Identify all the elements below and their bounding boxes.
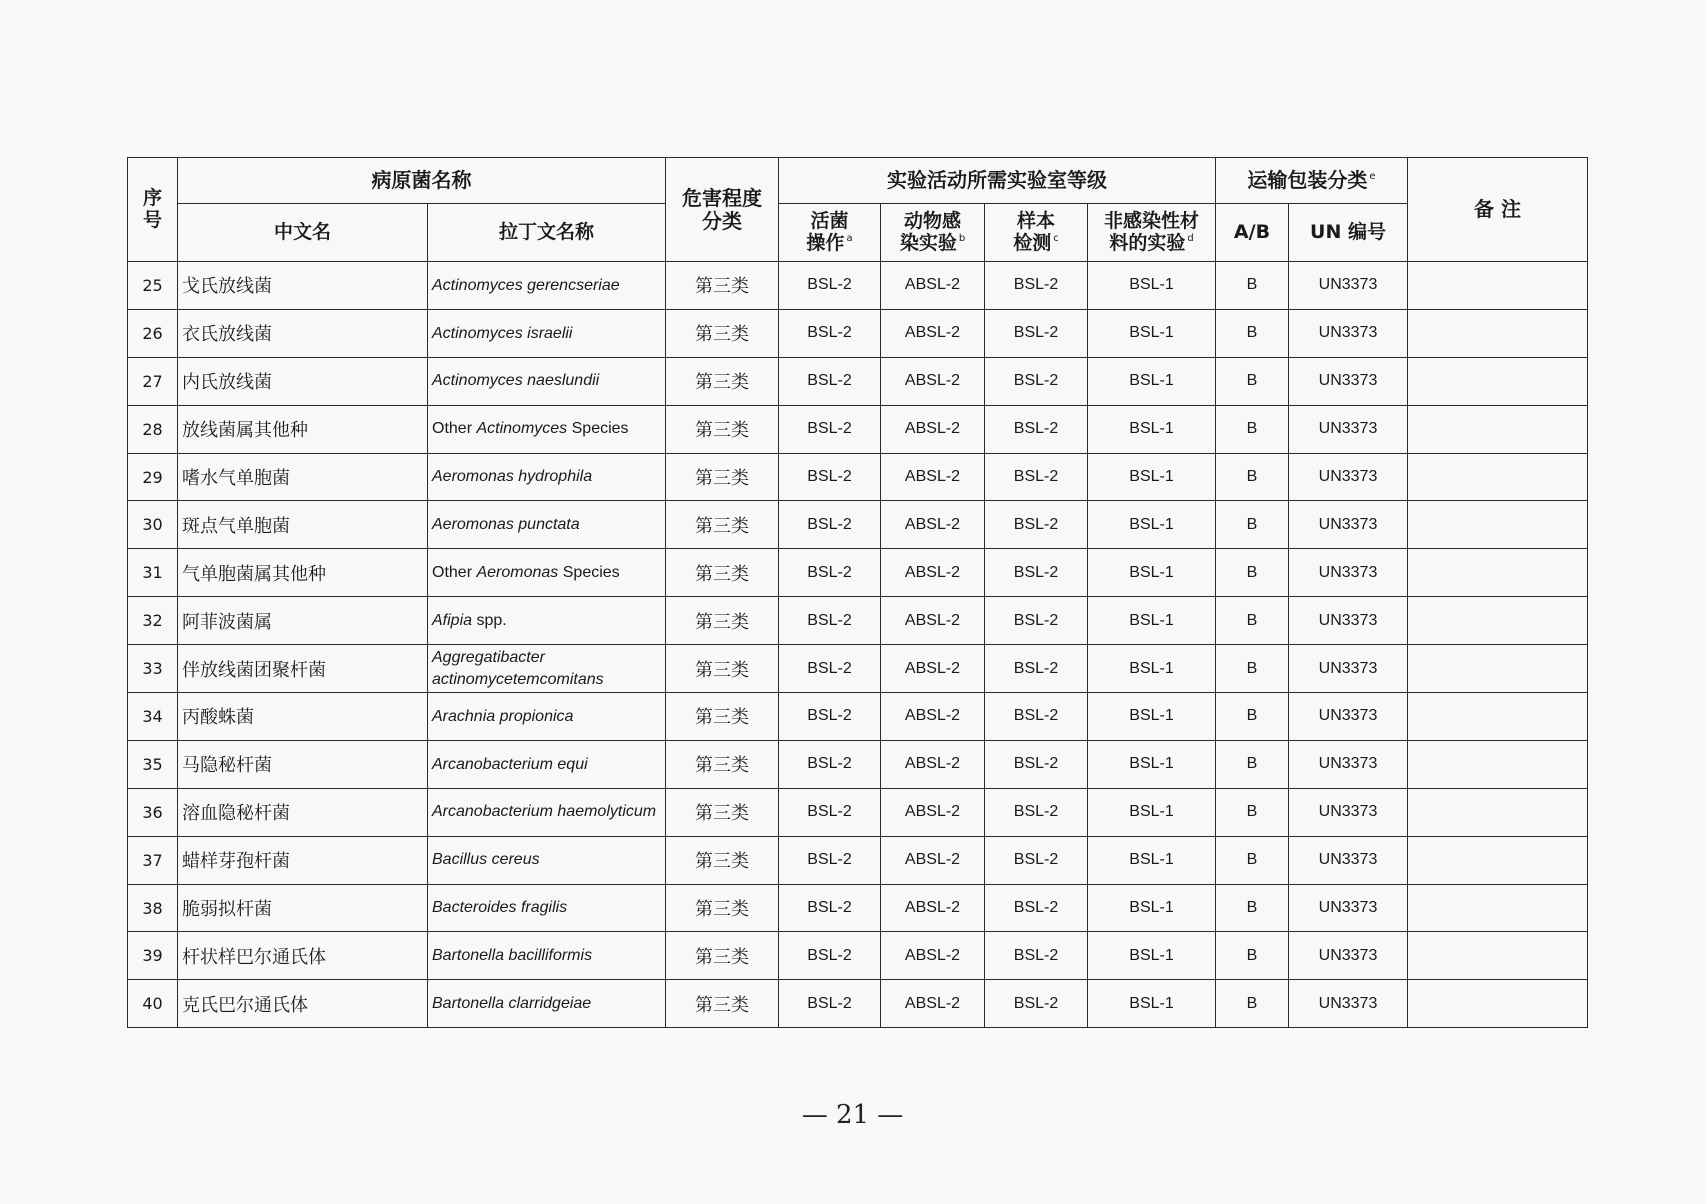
- transport-ab: B: [1216, 693, 1289, 741]
- animal-infection-level: ABSL-2: [881, 501, 985, 549]
- table-row: [128, 453, 1588, 501]
- latin-prefix: Other: [432, 420, 477, 438]
- latin-name: [428, 980, 666, 1028]
- transport-ab: B: [1216, 645, 1289, 693]
- sample-detection-level: BSL-2: [985, 357, 1088, 405]
- chinese-name: 脆弱拟杆菌: [178, 884, 428, 932]
- non-infectious-level: BSL-1: [1088, 453, 1216, 501]
- sample-detection-level: BSL-2: [985, 836, 1088, 884]
- remark: [1408, 549, 1588, 597]
- latin-italic: Arcanobacterium haemolyticum: [432, 803, 657, 821]
- non-infectious-header: [1088, 204, 1216, 262]
- table-row: [128, 501, 1588, 549]
- live-culture-level: BSL-2: [779, 262, 881, 310]
- row-number: 35: [128, 740, 178, 788]
- hazard-class: 第三类: [666, 645, 779, 693]
- non-infectious-level: BSL-1: [1088, 836, 1216, 884]
- sample-detection-level: BSL-2: [985, 309, 1088, 357]
- un-number: UN3373: [1289, 549, 1408, 597]
- non-infectious-level: BSL-1: [1088, 405, 1216, 453]
- live-culture-level: BSL-2: [779, 788, 881, 836]
- un-number: UN3373: [1289, 836, 1408, 884]
- transport-ab: B: [1216, 740, 1289, 788]
- live-culture-level: BSL-2: [779, 405, 881, 453]
- chinese-name: 马隐秘杆菌: [178, 740, 428, 788]
- live-culture-level: BSL-2: [779, 932, 881, 980]
- animal-infection-label: 动物感染实验: [899, 209, 961, 254]
- non-infectious-level: BSL-1: [1088, 645, 1216, 693]
- remark: [1408, 836, 1588, 884]
- latin-name: [428, 597, 666, 645]
- latin-italic: Arcanobacterium equi: [432, 755, 588, 773]
- chinese-name: 斑点气单胞菌: [178, 501, 428, 549]
- pathogen-table: [127, 157, 1588, 1028]
- transport-ab: B: [1216, 836, 1289, 884]
- row-number: 39: [128, 932, 178, 980]
- header-row-1: [128, 158, 1588, 204]
- live-culture-level: BSL-2: [779, 693, 881, 741]
- latin-name: [428, 501, 666, 549]
- latin-name: [428, 836, 666, 884]
- hazard-class: 第三类: [666, 549, 779, 597]
- un-number: UN3373: [1289, 788, 1408, 836]
- live-culture-level: BSL-2: [779, 836, 881, 884]
- un-number: UN3373: [1289, 597, 1408, 645]
- sample-detection-level: BSL-2: [985, 788, 1088, 836]
- table-row: [128, 405, 1588, 453]
- row-number: 25: [128, 262, 178, 310]
- remark: [1408, 788, 1588, 836]
- un-number: UN3373: [1289, 645, 1408, 693]
- latin-name: [428, 645, 666, 693]
- latin-suffix: Species: [558, 563, 620, 581]
- non-infectious-level: BSL-1: [1088, 884, 1216, 932]
- sample-detection-level: BSL-2: [985, 693, 1088, 741]
- remark: [1408, 309, 1588, 357]
- lab-level-header: 实验活动所需实验室等级: [779, 158, 1216, 204]
- remark: [1408, 501, 1588, 549]
- table-body: [128, 262, 1588, 1028]
- un-number: UN3373: [1289, 405, 1408, 453]
- non-infectious-level: BSL-1: [1088, 357, 1216, 405]
- remark: [1408, 740, 1588, 788]
- transport-footnote: e: [1369, 171, 1376, 183]
- transport-ab: B: [1216, 932, 1289, 980]
- latin-name: [428, 262, 666, 310]
- animal-infection-level: ABSL-2: [881, 932, 985, 980]
- un-number: UN3373: [1289, 884, 1408, 932]
- hazard-class: 第三类: [666, 884, 779, 932]
- un-number: UN3373: [1289, 740, 1408, 788]
- transport-header: [1216, 158, 1408, 204]
- animal-infection-level: ABSL-2: [881, 836, 985, 884]
- animal-infection-level: ABSL-2: [881, 549, 985, 597]
- hazard-class: 第三类: [666, 597, 779, 645]
- latin-italic: Aeromonas: [476, 563, 559, 581]
- non-infectious-level: BSL-1: [1088, 262, 1216, 310]
- transport-ab: B: [1216, 788, 1289, 836]
- row-number: 37: [128, 836, 178, 884]
- animal-infection-level: ABSL-2: [881, 884, 985, 932]
- live-culture-level: BSL-2: [779, 549, 881, 597]
- hazard-class: 第三类: [666, 932, 779, 980]
- un-number: UN3373: [1289, 932, 1408, 980]
- un-number: UN3373: [1289, 262, 1408, 310]
- non-infectious-level: BSL-1: [1088, 309, 1216, 357]
- animal-infection-level: ABSL-2: [881, 645, 985, 693]
- animal-infection-level: ABSL-2: [881, 357, 985, 405]
- transport-ab: B: [1216, 549, 1289, 597]
- live-culture-level: BSL-2: [779, 884, 881, 932]
- hazard-class: 第三类: [666, 453, 779, 501]
- non-infectious-level: BSL-1: [1088, 788, 1216, 836]
- remark: [1408, 693, 1588, 741]
- non-infectious-level: BSL-1: [1088, 980, 1216, 1028]
- latin-italic: Afipia: [432, 611, 473, 629]
- pathogen-name-header: 病原菌名称: [178, 158, 666, 204]
- animal-infection-level: ABSL-2: [881, 309, 985, 357]
- transport-ab: B: [1216, 262, 1289, 310]
- non-infectious-level: BSL-1: [1088, 597, 1216, 645]
- hazard-class: 第三类: [666, 262, 779, 310]
- hazard-class: 第三类: [666, 836, 779, 884]
- un-number: UN3373: [1289, 693, 1408, 741]
- latin-italic: Bartonella bacilliformis: [432, 947, 593, 965]
- animal-infection-level: ABSL-2: [881, 405, 985, 453]
- transport-ab: B: [1216, 405, 1289, 453]
- un-number: UN3373: [1289, 309, 1408, 357]
- page-number: — 21 —: [801, 1100, 904, 1130]
- hazard-class: 第三类: [666, 788, 779, 836]
- table-row: [128, 884, 1588, 932]
- sample-detection-level: BSL-2: [985, 262, 1088, 310]
- sample-detection-level: BSL-2: [985, 740, 1088, 788]
- table-row: [128, 980, 1588, 1028]
- seq-header: 序号: [128, 158, 178, 262]
- latin-name: [428, 740, 666, 788]
- table-row: [128, 788, 1588, 836]
- live-culture-level: BSL-2: [779, 645, 881, 693]
- live-culture-level: BSL-2: [779, 740, 881, 788]
- chinese-name: 嗜水气单胞菌: [178, 453, 428, 501]
- hazard-class: 第三类: [666, 693, 779, 741]
- non-infectious-level: BSL-1: [1088, 693, 1216, 741]
- transport-ab: B: [1216, 980, 1289, 1028]
- latin-italic: Bartonella clarridgeiae: [432, 995, 592, 1012]
- row-number: 30: [128, 501, 178, 549]
- table-row: [128, 357, 1588, 405]
- header-row-2: [128, 204, 1588, 262]
- remark: [1408, 262, 1588, 310]
- un-number: UN3373: [1289, 980, 1408, 1028]
- sample-detection-level: BSL-2: [985, 884, 1088, 932]
- live-culture-label: 活菌操作: [806, 209, 849, 254]
- live-culture-level: BSL-2: [779, 597, 881, 645]
- non-infectious-level: BSL-1: [1088, 549, 1216, 597]
- non-infectious-level: BSL-1: [1088, 932, 1216, 980]
- latin-name: [428, 453, 666, 501]
- table-row: [128, 549, 1588, 597]
- hazard-class: 第三类: [666, 740, 779, 788]
- latin-italic: Arachnia propionica: [432, 707, 574, 725]
- sample-detection-level: BSL-2: [985, 453, 1088, 501]
- transport-ab: B: [1216, 884, 1289, 932]
- sample-detection-label: 样本检测: [1013, 209, 1055, 254]
- non-infectious-label: 非感染性材料的实验: [1103, 209, 1199, 254]
- animal-infection-level: ABSL-2: [881, 788, 985, 836]
- row-number: 27: [128, 357, 178, 405]
- remark: [1408, 932, 1588, 980]
- live-culture-header: [779, 204, 881, 262]
- latin-name: [428, 309, 666, 357]
- sample-detection-level: BSL-2: [985, 645, 1088, 693]
- latin-name: [428, 788, 666, 836]
- animal-infection-level: ABSL-2: [881, 453, 985, 501]
- sample-detection-level: BSL-2: [985, 980, 1088, 1028]
- sample-detection-level: BSL-2: [985, 501, 1088, 549]
- latin-italic: Aeromonas punctata: [432, 516, 580, 534]
- remark: [1408, 405, 1588, 453]
- row-number: 38: [128, 884, 178, 932]
- un-number: UN3373: [1289, 501, 1408, 549]
- latin-name: [428, 693, 666, 741]
- un-number: UN3373: [1289, 357, 1408, 405]
- transport-ab: B: [1216, 453, 1289, 501]
- table-row: [128, 597, 1588, 645]
- row-number: 40: [128, 980, 178, 1028]
- remark: [1408, 980, 1588, 1028]
- table-row: [128, 740, 1588, 788]
- table-row: [128, 836, 1588, 884]
- row-number: 28: [128, 405, 178, 453]
- chinese-name: 克氏巴尔通氏体: [178, 980, 428, 1028]
- hazard-class: 第三类: [666, 357, 779, 405]
- live-culture-level: BSL-2: [779, 453, 881, 501]
- chinese-name: 戈氏放线菌: [178, 262, 428, 310]
- chinese-name: 杆状样巴尔通氏体: [178, 932, 428, 980]
- sample-detection-header: [985, 204, 1088, 262]
- animal-infection-level: ABSL-2: [881, 262, 985, 310]
- latin-name: [428, 405, 666, 453]
- animal-infection-level: ABSL-2: [881, 597, 985, 645]
- live-culture-level: BSL-2: [779, 357, 881, 405]
- hazard-class-header: 危害程度分类: [666, 158, 779, 262]
- table-row: [128, 262, 1588, 310]
- chinese-name: 丙酸蛛菌: [178, 693, 428, 741]
- hazard-class: 第三类: [666, 309, 779, 357]
- animal-infection-footnote: b: [958, 233, 966, 245]
- latin-italic: Actinomyces israelii: [432, 324, 573, 342]
- non-infectious-level: BSL-1: [1088, 501, 1216, 549]
- table-row: [128, 693, 1588, 741]
- chinese-name-header: 中文名: [178, 204, 428, 262]
- sample-detection-footnote: c: [1053, 233, 1059, 245]
- remark: [1408, 357, 1588, 405]
- latin-name: [428, 932, 666, 980]
- hazard-class: 第三类: [666, 980, 779, 1028]
- latin-italic: Aeromonas hydrophila: [432, 468, 593, 486]
- row-number: 36: [128, 788, 178, 836]
- latin-suffix: spp.: [472, 611, 507, 629]
- latin-name-header: 拉丁文名称: [428, 204, 666, 262]
- chinese-name: 阿菲波菌属: [178, 597, 428, 645]
- chinese-name: 放线菌属其他种: [178, 405, 428, 453]
- chinese-name: 衣氏放线菌: [178, 309, 428, 357]
- un-number: UN3373: [1289, 453, 1408, 501]
- non-infectious-level: BSL-1: [1088, 740, 1216, 788]
- sample-detection-level: BSL-2: [985, 549, 1088, 597]
- transport-ab: B: [1216, 501, 1289, 549]
- remark: [1408, 453, 1588, 501]
- latin-prefix: Other: [432, 563, 477, 581]
- table-row: [128, 645, 1588, 693]
- animal-infection-level: ABSL-2: [881, 980, 985, 1028]
- latin-name: [428, 357, 666, 405]
- sample-detection-level: BSL-2: [985, 597, 1088, 645]
- remark: [1408, 645, 1588, 693]
- latin-suffix: Species: [567, 420, 629, 438]
- latin-italic: Actinomyces naeslundii: [432, 372, 600, 390]
- table-row: [128, 309, 1588, 357]
- table-row: [128, 932, 1588, 980]
- latin-italic: Aggregatibacter actinomycetemcomitans: [432, 648, 604, 688]
- animal-infection-level: ABSL-2: [881, 740, 985, 788]
- live-culture-level: BSL-2: [779, 980, 881, 1028]
- remarks-header: 备 注: [1408, 158, 1588, 262]
- row-number: 26: [128, 309, 178, 357]
- live-culture-level: BSL-2: [779, 501, 881, 549]
- latin-italic: Bacteroides fragilis: [432, 899, 568, 917]
- latin-name: [428, 549, 666, 597]
- row-number: 32: [128, 597, 178, 645]
- sample-detection-level: BSL-2: [985, 932, 1088, 980]
- animal-infection-header: [881, 204, 985, 262]
- sample-detection-level: BSL-2: [985, 405, 1088, 453]
- animal-infection-level: ABSL-2: [881, 693, 985, 741]
- latin-italic: Actinomyces: [476, 420, 568, 438]
- row-number: 29: [128, 453, 178, 501]
- chinese-name: 伴放线菌团聚杆菌: [178, 645, 428, 693]
- transport-ab: B: [1216, 597, 1289, 645]
- live-culture-footnote: a: [846, 233, 853, 245]
- row-number: 34: [128, 693, 178, 741]
- chinese-name: 内氏放线菌: [178, 357, 428, 405]
- non-infectious-footnote: d: [1187, 233, 1194, 245]
- latin-italic: Actinomyces gerencseriae: [432, 276, 620, 294]
- row-number: 33: [128, 645, 178, 693]
- un-number-header: UN 编号: [1289, 204, 1408, 262]
- hazard-class: 第三类: [666, 405, 779, 453]
- transport-ab: B: [1216, 357, 1289, 405]
- remark: [1408, 884, 1588, 932]
- ab-header: A/B: [1216, 204, 1289, 262]
- chinese-name: 溶血隐秘杆菌: [178, 788, 428, 836]
- remark: [1408, 597, 1588, 645]
- transport-ab: B: [1216, 309, 1289, 357]
- transport-header-label: 运输包装分类: [1247, 168, 1368, 192]
- latin-italic: Bacillus cereus: [432, 851, 540, 869]
- chinese-name: 气单胞菌属其他种: [178, 549, 428, 597]
- row-number: 31: [128, 549, 178, 597]
- live-culture-level: BSL-2: [779, 309, 881, 357]
- chinese-name: 蜡样芽孢杆菌: [178, 836, 428, 884]
- latin-name: [428, 884, 666, 932]
- hazard-class: 第三类: [666, 501, 779, 549]
